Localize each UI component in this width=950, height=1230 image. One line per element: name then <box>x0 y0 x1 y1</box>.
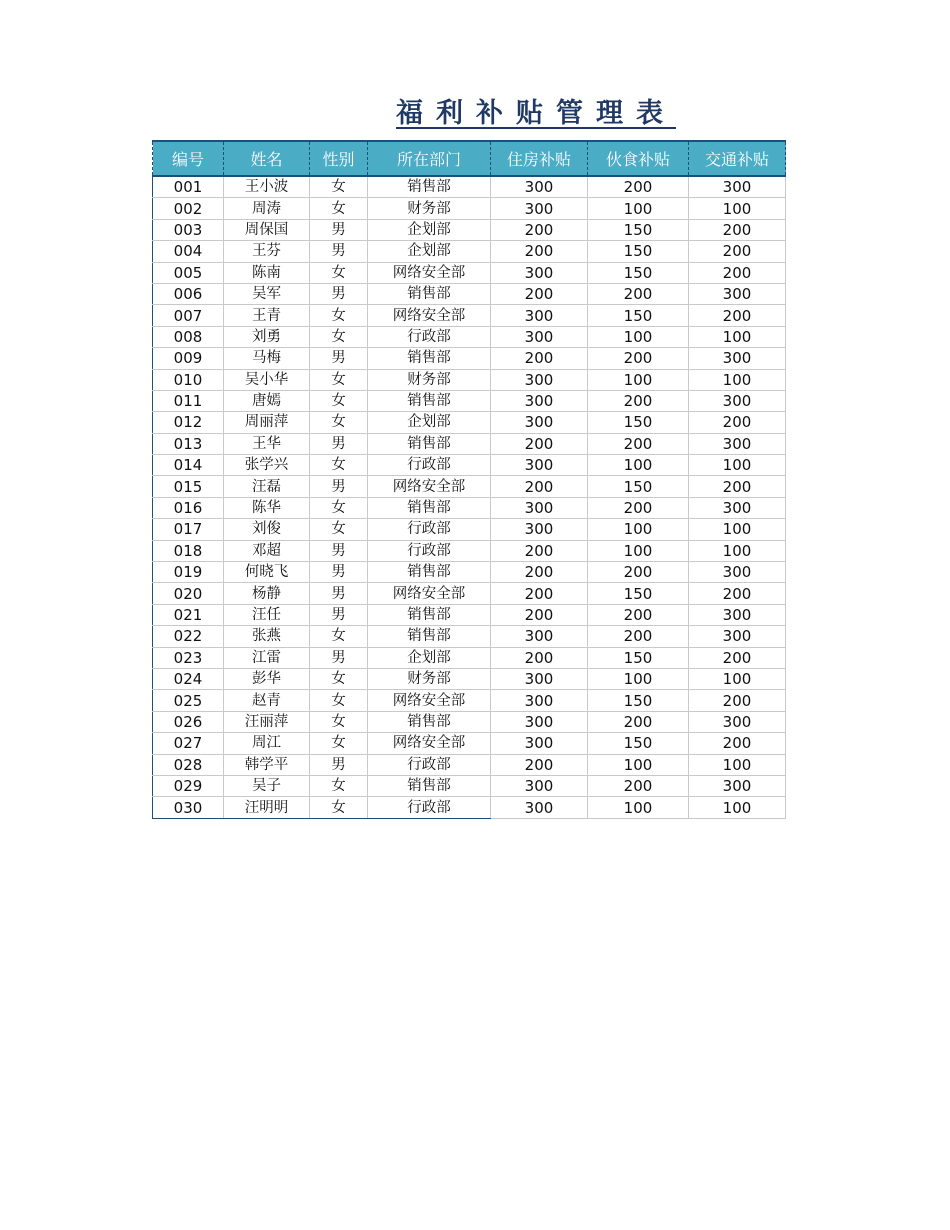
table-row <box>153 690 786 711</box>
cell-meal-subsidy[interactable]: 150 <box>588 262 689 283</box>
cell-gender[interactable]: 女 <box>310 775 368 796</box>
table-body <box>153 176 786 818</box>
table-row <box>153 583 786 604</box>
cell-name[interactable]: 周涛 <box>224 198 310 219</box>
cell-id[interactable]: 019 <box>153 562 224 583</box>
table-row <box>153 348 786 369</box>
cell-gender[interactable]: 男 <box>310 433 368 454</box>
cell-gender[interactable]: 女 <box>310 711 368 732</box>
cell-transport-subsidy[interactable]: 100 <box>689 369 786 390</box>
cell-id[interactable]: 024 <box>153 668 224 689</box>
cell-department[interactable]: 行政部 <box>368 754 491 775</box>
cell-id[interactable]: 001 <box>153 176 224 198</box>
table-row <box>153 754 786 775</box>
cell-id[interactable]: 029 <box>153 775 224 796</box>
cell-gender[interactable]: 女 <box>310 305 368 326</box>
cell-transport-subsidy[interactable]: 300 <box>689 433 786 454</box>
cell-name[interactable]: 刘勇 <box>224 326 310 347</box>
cell-meal-subsidy[interactable]: 200 <box>588 348 689 369</box>
cell-gender[interactable]: 男 <box>310 754 368 775</box>
cell-housing-subsidy[interactable]: 200 <box>491 348 588 369</box>
cell-name[interactable]: 韩学平 <box>224 754 310 775</box>
cell-gender[interactable]: 女 <box>310 626 368 647</box>
cell-housing-subsidy[interactable]: 300 <box>491 497 588 518</box>
cell-housing-subsidy[interactable]: 300 <box>491 198 588 219</box>
cell-housing-subsidy[interactable]: 200 <box>491 604 588 625</box>
table-row <box>153 241 786 262</box>
cell-transport-subsidy[interactable]: 300 <box>689 497 786 518</box>
cell-department[interactable]: 销售部 <box>368 775 491 796</box>
cell-meal-subsidy[interactable]: 100 <box>588 198 689 219</box>
cell-housing-subsidy[interactable]: 200 <box>491 754 588 775</box>
cell-housing-subsidy[interactable]: 200 <box>491 562 588 583</box>
header-housing-subsidy[interactable]: 住房补贴 <box>491 141 588 176</box>
cell-housing-subsidy[interactable]: 200 <box>491 241 588 262</box>
table-row <box>153 668 786 689</box>
cell-gender[interactable]: 女 <box>310 733 368 754</box>
cell-id[interactable]: 009 <box>153 348 224 369</box>
cell-gender[interactable]: 女 <box>310 176 368 198</box>
cell-gender[interactable]: 女 <box>310 668 368 689</box>
cell-transport-subsidy[interactable]: 300 <box>689 626 786 647</box>
cell-transport-subsidy[interactable]: 200 <box>689 583 786 604</box>
cell-department[interactable]: 销售部 <box>368 433 491 454</box>
cell-name[interactable]: 唐嫣 <box>224 390 310 411</box>
cell-department[interactable]: 销售部 <box>368 497 491 518</box>
cell-transport-subsidy[interactable]: 200 <box>689 733 786 754</box>
cell-gender[interactable]: 女 <box>310 198 368 219</box>
cell-gender[interactable]: 女 <box>310 390 368 411</box>
cell-meal-subsidy[interactable]: 100 <box>588 455 689 476</box>
cell-meal-subsidy[interactable]: 200 <box>588 775 689 796</box>
cell-transport-subsidy[interactable]: 300 <box>689 562 786 583</box>
table-row <box>153 198 786 219</box>
cell-department[interactable]: 财务部 <box>368 668 491 689</box>
cell-meal-subsidy[interactable]: 100 <box>588 326 689 347</box>
cell-department[interactable]: 行政部 <box>368 519 491 540</box>
cell-department[interactable]: 行政部 <box>368 797 491 818</box>
cell-housing-subsidy[interactable]: 200 <box>491 219 588 240</box>
cell-transport-subsidy[interactable]: 100 <box>689 519 786 540</box>
cell-department[interactable]: 行政部 <box>368 455 491 476</box>
cell-housing-subsidy[interactable]: 300 <box>491 262 588 283</box>
table-row <box>153 497 786 518</box>
cell-department[interactable]: 销售部 <box>368 176 491 198</box>
cell-transport-subsidy[interactable]: 200 <box>689 241 786 262</box>
cell-name[interactable]: 马梅 <box>224 348 310 369</box>
cell-name[interactable]: 汪磊 <box>224 476 310 497</box>
cell-id[interactable]: 016 <box>153 497 224 518</box>
table-row <box>153 390 786 411</box>
table-row <box>153 519 786 540</box>
cell-id[interactable]: 005 <box>153 262 224 283</box>
cell-meal-subsidy[interactable]: 150 <box>588 412 689 433</box>
table-row <box>153 775 786 796</box>
header-row <box>153 141 786 176</box>
cell-housing-subsidy[interactable]: 300 <box>491 455 588 476</box>
cell-gender[interactable]: 女 <box>310 326 368 347</box>
cell-department[interactable]: 企划部 <box>368 412 491 433</box>
cell-transport-subsidy[interactable]: 300 <box>689 390 786 411</box>
cell-name[interactable]: 周保国 <box>224 219 310 240</box>
cell-transport-subsidy[interactable]: 100 <box>689 326 786 347</box>
cell-id[interactable]: 007 <box>153 305 224 326</box>
cell-department[interactable]: 网络安全部 <box>368 262 491 283</box>
cell-name[interactable]: 陈南 <box>224 262 310 283</box>
cell-meal-subsidy[interactable]: 100 <box>588 797 689 818</box>
cell-name[interactable]: 杨静 <box>224 583 310 604</box>
cell-gender[interactable]: 女 <box>310 369 368 390</box>
cell-housing-subsidy[interactable]: 200 <box>491 583 588 604</box>
cell-department[interactable]: 销售部 <box>368 711 491 732</box>
cell-name[interactable]: 汪任 <box>224 604 310 625</box>
table-row <box>153 540 786 561</box>
cell-meal-subsidy[interactable]: 150 <box>588 583 689 604</box>
cell-transport-subsidy[interactable]: 300 <box>689 775 786 796</box>
cell-transport-subsidy[interactable]: 100 <box>689 198 786 219</box>
cell-name[interactable]: 吴子 <box>224 775 310 796</box>
cell-meal-subsidy[interactable]: 100 <box>588 754 689 775</box>
cell-housing-subsidy[interactable]: 300 <box>491 390 588 411</box>
cell-housing-subsidy[interactable]: 200 <box>491 283 588 304</box>
cell-transport-subsidy[interactable]: 200 <box>689 690 786 711</box>
table-row <box>153 176 786 198</box>
cell-id[interactable]: 025 <box>153 690 224 711</box>
cell-transport-subsidy[interactable]: 200 <box>689 647 786 668</box>
cell-meal-subsidy[interactable]: 200 <box>588 433 689 454</box>
cell-housing-subsidy[interactable]: 300 <box>491 797 588 818</box>
welfare-subsidy-table <box>152 140 786 819</box>
cell-id[interactable]: 021 <box>153 604 224 625</box>
cell-name[interactable]: 赵青 <box>224 690 310 711</box>
cell-name[interactable]: 汪丽萍 <box>224 711 310 732</box>
cell-meal-subsidy[interactable]: 200 <box>588 562 689 583</box>
cell-id[interactable]: 011 <box>153 390 224 411</box>
cell-id[interactable]: 014 <box>153 455 224 476</box>
cell-meal-subsidy[interactable]: 150 <box>588 476 689 497</box>
cell-name[interactable]: 彭华 <box>224 668 310 689</box>
cell-meal-subsidy[interactable]: 150 <box>588 647 689 668</box>
cell-gender[interactable]: 女 <box>310 519 368 540</box>
cell-housing-subsidy[interactable]: 300 <box>491 733 588 754</box>
table-row <box>153 797 786 818</box>
cell-id[interactable]: 028 <box>153 754 224 775</box>
cell-meal-subsidy[interactable]: 100 <box>588 519 689 540</box>
cell-meal-subsidy[interactable]: 100 <box>588 369 689 390</box>
table-row <box>153 412 786 433</box>
table-row <box>153 476 786 497</box>
cell-department[interactable]: 网络安全部 <box>368 583 491 604</box>
cell-transport-subsidy[interactable]: 200 <box>689 305 786 326</box>
cell-id[interactable]: 010 <box>153 369 224 390</box>
cell-department[interactable]: 网络安全部 <box>368 690 491 711</box>
cell-housing-subsidy[interactable]: 300 <box>491 690 588 711</box>
cell-transport-subsidy[interactable]: 300 <box>689 176 786 198</box>
cell-department[interactable]: 企划部 <box>368 219 491 240</box>
cell-department[interactable]: 销售部 <box>368 562 491 583</box>
cell-id[interactable]: 002 <box>153 198 224 219</box>
header-department[interactable]: 所在部门 <box>368 141 491 176</box>
cell-gender[interactable]: 女 <box>310 455 368 476</box>
cell-name[interactable]: 邓超 <box>224 540 310 561</box>
cell-department[interactable]: 财务部 <box>368 369 491 390</box>
cell-id[interactable]: 008 <box>153 326 224 347</box>
cell-id[interactable]: 023 <box>153 647 224 668</box>
table-row <box>153 562 786 583</box>
cell-id[interactable]: 017 <box>153 519 224 540</box>
cell-id[interactable]: 013 <box>153 433 224 454</box>
cell-id[interactable]: 006 <box>153 283 224 304</box>
cell-name[interactable]: 何晓飞 <box>224 562 310 583</box>
cell-transport-subsidy[interactable]: 200 <box>689 219 786 240</box>
cell-housing-subsidy[interactable]: 300 <box>491 305 588 326</box>
cell-gender[interactable]: 女 <box>310 497 368 518</box>
cell-housing-subsidy[interactable]: 300 <box>491 775 588 796</box>
sheet-title-text: 福利补贴管理表 <box>396 98 676 129</box>
cell-id[interactable]: 022 <box>153 626 224 647</box>
cell-housing-subsidy[interactable]: 300 <box>491 369 588 390</box>
cell-housing-subsidy[interactable]: 300 <box>491 668 588 689</box>
cell-name[interactable]: 张燕 <box>224 626 310 647</box>
cell-gender[interactable]: 男 <box>310 241 368 262</box>
cell-transport-subsidy[interactable]: 100 <box>689 668 786 689</box>
cell-meal-subsidy[interactable]: 200 <box>588 176 689 198</box>
cell-meal-subsidy[interactable]: 150 <box>588 219 689 240</box>
cell-meal-subsidy[interactable]: 100 <box>588 668 689 689</box>
cell-name[interactable]: 张学兴 <box>224 455 310 476</box>
header-gender[interactable]: 性别 <box>310 141 368 176</box>
cell-meal-subsidy[interactable]: 200 <box>588 626 689 647</box>
cell-name[interactable]: 周江 <box>224 733 310 754</box>
cell-gender[interactable]: 男 <box>310 219 368 240</box>
table-row <box>153 733 786 754</box>
cell-housing-subsidy[interactable]: 300 <box>491 626 588 647</box>
cell-department[interactable]: 财务部 <box>368 198 491 219</box>
cell-name[interactable]: 吴军 <box>224 283 310 304</box>
header-meal-subsidy[interactable]: 伙食补贴 <box>588 141 689 176</box>
cell-name[interactable]: 王芬 <box>224 241 310 262</box>
cell-name[interactable]: 王青 <box>224 305 310 326</box>
cell-department[interactable]: 销售部 <box>368 626 491 647</box>
cell-department[interactable]: 网络安全部 <box>368 476 491 497</box>
cell-meal-subsidy[interactable]: 200 <box>588 390 689 411</box>
cell-id[interactable]: 026 <box>153 711 224 732</box>
cell-transport-subsidy[interactable]: 300 <box>689 711 786 732</box>
cell-meal-subsidy[interactable]: 150 <box>588 241 689 262</box>
cell-meal-subsidy[interactable]: 100 <box>588 540 689 561</box>
cell-department[interactable]: 销售部 <box>368 348 491 369</box>
cell-housing-subsidy[interactable]: 200 <box>491 433 588 454</box>
cell-gender[interactable]: 女 <box>310 262 368 283</box>
cell-gender[interactable]: 男 <box>310 647 368 668</box>
cell-gender[interactable]: 女 <box>310 797 368 818</box>
cell-id[interactable]: 018 <box>153 540 224 561</box>
cell-gender[interactable]: 男 <box>310 583 368 604</box>
cell-gender[interactable]: 男 <box>310 283 368 304</box>
cell-housing-subsidy[interactable]: 200 <box>491 540 588 561</box>
cell-name[interactable]: 王小波 <box>224 176 310 198</box>
cell-meal-subsidy[interactable]: 200 <box>588 497 689 518</box>
cell-department[interactable]: 销售部 <box>368 283 491 304</box>
cell-gender[interactable]: 男 <box>310 562 368 583</box>
cell-department[interactable]: 销售部 <box>368 604 491 625</box>
cell-transport-subsidy[interactable]: 300 <box>689 283 786 304</box>
cell-name[interactable]: 吴小华 <box>224 369 310 390</box>
table-row <box>153 455 786 476</box>
cell-id[interactable]: 020 <box>153 583 224 604</box>
cell-department[interactable]: 网络安全部 <box>368 733 491 754</box>
cell-name[interactable]: 陈华 <box>224 497 310 518</box>
cell-department[interactable]: 行政部 <box>368 540 491 561</box>
header-transport-subsidy[interactable]: 交通补贴 <box>689 141 786 176</box>
header-id[interactable]: 编号 <box>153 141 224 176</box>
cell-id[interactable]: 015 <box>153 476 224 497</box>
cell-meal-subsidy[interactable]: 200 <box>588 604 689 625</box>
cell-name[interactable]: 王华 <box>224 433 310 454</box>
cell-department[interactable]: 企划部 <box>368 241 491 262</box>
cell-transport-subsidy[interactable]: 200 <box>689 412 786 433</box>
cell-gender[interactable]: 女 <box>310 690 368 711</box>
table-row <box>153 305 786 326</box>
table-row <box>153 219 786 240</box>
cell-name[interactable]: 江雷 <box>224 647 310 668</box>
cell-transport-subsidy[interactable]: 100 <box>689 455 786 476</box>
cell-department[interactable]: 企划部 <box>368 647 491 668</box>
table-row <box>153 283 786 304</box>
cell-department[interactable]: 网络安全部 <box>368 305 491 326</box>
cell-transport-subsidy[interactable]: 100 <box>689 797 786 818</box>
cell-housing-subsidy[interactable]: 200 <box>491 647 588 668</box>
cell-gender[interactable]: 男 <box>310 604 368 625</box>
table-row <box>153 262 786 283</box>
cell-id[interactable]: 004 <box>153 241 224 262</box>
cell-transport-subsidy[interactable]: 300 <box>689 604 786 625</box>
cell-meal-subsidy[interactable]: 150 <box>588 733 689 754</box>
cell-name[interactable]: 汪明明 <box>224 797 310 818</box>
cell-gender[interactable]: 女 <box>310 412 368 433</box>
cell-housing-subsidy[interactable]: 300 <box>491 412 588 433</box>
sheet-title <box>152 95 785 133</box>
cell-id[interactable]: 030 <box>153 797 224 818</box>
table-row <box>153 647 786 668</box>
cell-housing-subsidy[interactable]: 300 <box>491 326 588 347</box>
cell-housing-subsidy[interactable]: 300 <box>491 711 588 732</box>
cell-meal-subsidy[interactable]: 200 <box>588 283 689 304</box>
table-row <box>153 369 786 390</box>
cell-transport-subsidy[interactable]: 100 <box>689 540 786 561</box>
cell-gender[interactable]: 男 <box>310 476 368 497</box>
table-row <box>153 326 786 347</box>
cell-meal-subsidy[interactable]: 200 <box>588 711 689 732</box>
table-row <box>153 626 786 647</box>
cell-transport-subsidy[interactable]: 200 <box>689 262 786 283</box>
cell-housing-subsidy[interactable]: 300 <box>491 519 588 540</box>
cell-transport-subsidy[interactable]: 300 <box>689 348 786 369</box>
cell-meal-subsidy[interactable]: 150 <box>588 305 689 326</box>
cell-department[interactable]: 行政部 <box>368 326 491 347</box>
table-row <box>153 711 786 732</box>
cell-transport-subsidy[interactable]: 200 <box>689 476 786 497</box>
cell-id[interactable]: 012 <box>153 412 224 433</box>
header-name[interactable]: 姓名 <box>224 141 310 176</box>
cell-id[interactable]: 027 <box>153 733 224 754</box>
cell-meal-subsidy[interactable]: 150 <box>588 690 689 711</box>
cell-id[interactable]: 003 <box>153 219 224 240</box>
table-row <box>153 433 786 454</box>
cell-name[interactable]: 刘俊 <box>224 519 310 540</box>
cell-housing-subsidy[interactable]: 200 <box>491 476 588 497</box>
cell-department[interactable]: 销售部 <box>368 390 491 411</box>
cell-gender[interactable]: 男 <box>310 540 368 561</box>
cell-gender[interactable]: 男 <box>310 348 368 369</box>
cell-name[interactable]: 周丽萍 <box>224 412 310 433</box>
table-row <box>153 604 786 625</box>
cell-housing-subsidy[interactable]: 300 <box>491 176 588 198</box>
cell-transport-subsidy[interactable]: 100 <box>689 754 786 775</box>
